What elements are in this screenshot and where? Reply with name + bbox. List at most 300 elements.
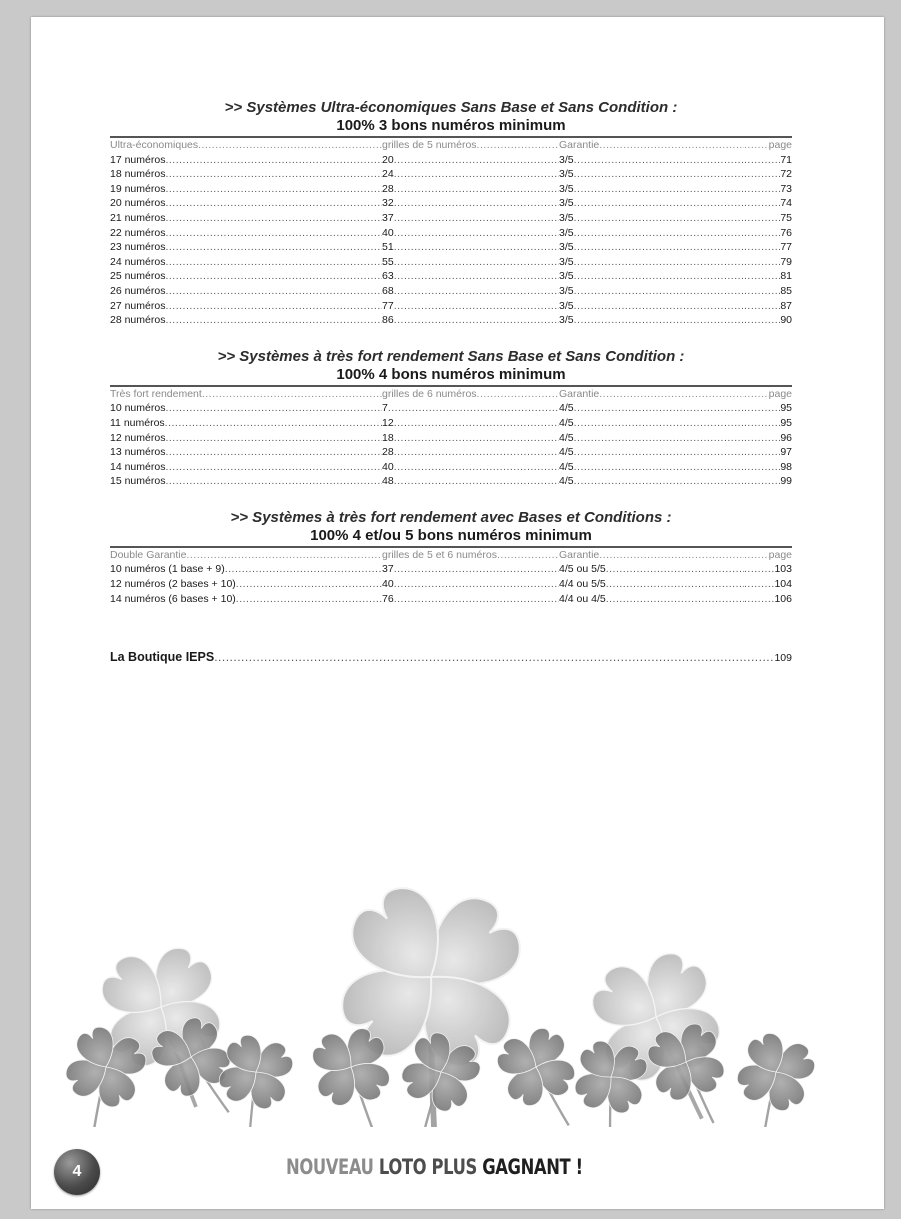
dot-leader — [394, 255, 559, 270]
table-cell — [744, 474, 792, 489]
table-cell — [110, 226, 382, 241]
dot-leader — [236, 577, 382, 592]
table-cell — [744, 240, 792, 255]
table-cell — [382, 431, 559, 446]
dot-leader — [198, 138, 382, 153]
table-cell — [110, 196, 382, 211]
dot-leader — [574, 240, 744, 255]
table-cell — [744, 401, 792, 416]
table-row — [110, 401, 792, 416]
slogan-nouveau: NOUVEAU — [286, 1155, 374, 1179]
table-cell — [744, 196, 792, 211]
table-of-contents — [110, 99, 792, 664]
dot-leader — [165, 240, 382, 255]
table-cell — [382, 460, 559, 475]
table-cell — [382, 562, 559, 577]
dot-leader — [744, 211, 780, 226]
cell-label: 26 numéros — [110, 284, 166, 297]
table-cell — [382, 299, 559, 314]
dot-leader — [225, 562, 382, 577]
cell-garantie: 3/5 — [559, 241, 574, 254]
cell-label: Double Garantie — [110, 548, 187, 561]
clover-group — [44, 868, 827, 1127]
table-cell — [559, 196, 744, 211]
dot-leader — [744, 401, 780, 416]
cell-page: 74 — [780, 197, 792, 210]
dot-leader — [574, 474, 744, 489]
section-tres-fort-rendement — [110, 348, 792, 489]
dot-leader — [744, 548, 769, 563]
table-cell — [110, 211, 382, 226]
dot-leader — [574, 167, 744, 182]
table-cell — [744, 387, 792, 402]
dot-leader — [574, 269, 744, 284]
table-cell — [110, 592, 382, 607]
cell-page: 99 — [780, 475, 792, 488]
table-cell — [110, 299, 382, 314]
table-cell — [559, 167, 744, 182]
cell-grilles: 51 — [382, 241, 394, 254]
cell-garantie: 3/5 — [559, 255, 574, 268]
dot-leader — [744, 416, 780, 431]
dot-leader — [497, 548, 559, 563]
cell-grilles: 37 — [382, 563, 394, 576]
dot-leader — [165, 153, 382, 168]
dot-leader — [165, 269, 382, 284]
table-row — [110, 592, 792, 607]
cell-page: 106 — [774, 592, 792, 605]
dot-leader — [394, 460, 559, 475]
cell-page: 72 — [780, 168, 792, 181]
table-cell — [559, 592, 744, 607]
cell-garantie: 4/5 — [559, 402, 574, 415]
cell-label: Très fort rendement — [110, 387, 202, 400]
cell-grilles: 20 — [382, 153, 394, 166]
cell-label: Ultra-économiques — [110, 139, 199, 151]
cell-page: 90 — [780, 314, 792, 327]
cell-label: 15 numéros — [110, 475, 166, 488]
table-cell — [110, 284, 382, 299]
section-subtitle: 100% 4 bons numéros minimum — [110, 366, 792, 387]
dot-leader — [236, 592, 382, 607]
dot-leader — [744, 474, 780, 489]
table-row — [110, 226, 792, 241]
dot-leader — [394, 211, 559, 226]
cell-page: 98 — [780, 460, 792, 473]
table-cell — [110, 401, 382, 416]
cell-garantie: Garantie — [559, 387, 600, 400]
cell-garantie: 3/5 — [559, 270, 574, 283]
table-cell — [559, 548, 744, 563]
dot-leader — [574, 416, 744, 431]
dot-leader — [574, 226, 744, 241]
dot-leader — [606, 562, 744, 577]
cell-grilles: grilles de 6 numéros — [382, 387, 477, 400]
clover — [716, 1021, 827, 1127]
dot-leader — [744, 269, 780, 284]
table-cell — [744, 592, 792, 607]
table-row — [110, 240, 792, 255]
cell-garantie: 3/5 — [559, 182, 574, 195]
cell-grilles: 40 — [382, 460, 394, 473]
cell-garantie: 4/5 — [559, 475, 574, 488]
table-cell — [559, 387, 744, 402]
dot-leader — [394, 269, 559, 284]
dot-leader — [394, 182, 559, 197]
section-subtitle: 100% 4 et/ou 5 bons numéros minimum — [110, 527, 792, 548]
cell-garantie: 3/5 — [559, 197, 574, 210]
cell-grilles: 68 — [382, 284, 394, 297]
cell-page: 76 — [780, 226, 792, 239]
dot-leader — [186, 548, 382, 563]
dot-leader — [394, 577, 559, 592]
dot-leader — [574, 255, 744, 270]
section-ultra-economiques — [110, 99, 792, 328]
table-cell — [559, 182, 744, 197]
cell-grilles: 63 — [382, 270, 394, 283]
dot-leader — [744, 284, 780, 299]
table-cell — [382, 167, 559, 182]
cell-page: page — [768, 139, 792, 151]
cell-grilles: 28 — [382, 446, 394, 459]
table-cell — [382, 577, 559, 592]
table-cell — [559, 460, 744, 475]
cell-garantie: 4/5 — [559, 416, 574, 429]
table-cell — [744, 226, 792, 241]
dot-leader — [165, 299, 382, 314]
dot-leader — [599, 387, 744, 402]
cell-label: 19 numéros — [110, 182, 166, 195]
dot-leader — [165, 313, 382, 328]
cell-label: 25 numéros — [110, 270, 166, 283]
table-cell — [559, 299, 744, 314]
cell-page: 103 — [774, 563, 792, 576]
cell-garantie: 4/4 ou 5/5 — [559, 578, 606, 591]
dot-leader — [744, 577, 774, 592]
dot-leader — [744, 138, 769, 153]
clover-illustration — [31, 867, 884, 1127]
dot-leader — [574, 401, 744, 416]
cell-page: 73 — [780, 182, 792, 195]
table-cell — [559, 269, 744, 284]
table-row — [110, 269, 792, 284]
table-cell — [110, 416, 382, 431]
table-cell — [559, 284, 744, 299]
table-row — [110, 431, 792, 446]
cell-page: 79 — [780, 255, 792, 268]
section-rows — [110, 387, 792, 489]
cell-page: 104 — [774, 578, 792, 591]
table-cell — [744, 416, 792, 431]
table-cell — [110, 255, 382, 270]
table-cell — [744, 548, 792, 563]
cell-grilles: 77 — [382, 299, 394, 312]
table-cell — [382, 196, 559, 211]
cell-label: 18 numéros — [110, 168, 166, 181]
cell-garantie: Garantie — [559, 548, 600, 561]
dot-leader — [165, 226, 382, 241]
dot-leader — [606, 592, 744, 607]
cell-label: 13 numéros — [110, 446, 166, 459]
dot-leader — [394, 284, 559, 299]
cell-page: 77 — [780, 241, 792, 254]
document-page — [31, 17, 884, 1209]
cell-label: 28 numéros — [110, 314, 166, 327]
table-cell — [382, 138, 559, 153]
cell-garantie: 3/5 — [559, 153, 574, 166]
dot-leader — [744, 226, 780, 241]
cell-grilles: 7 — [382, 402, 388, 415]
table-cell — [744, 445, 792, 460]
table-cell — [110, 577, 382, 592]
section-rows — [110, 138, 792, 328]
table-cell — [559, 226, 744, 241]
cell-garantie: 4/5 ou 5/5 — [559, 563, 606, 576]
table-cell — [382, 445, 559, 460]
dot-leader — [394, 592, 559, 607]
table-cell — [559, 562, 744, 577]
dot-leader — [165, 211, 382, 226]
cell-grilles: 18 — [382, 431, 394, 444]
table-cell — [110, 474, 382, 489]
table-cell — [744, 431, 792, 446]
dot-leader — [744, 387, 769, 402]
boutique-page: 109 — [774, 652, 792, 665]
cell-page: 71 — [780, 153, 792, 166]
table-cell — [559, 401, 744, 416]
dot-leader — [394, 167, 559, 182]
cell-grilles: 76 — [382, 592, 394, 605]
table-cell — [744, 138, 792, 153]
dot-leader — [394, 240, 559, 255]
boutique-entry — [110, 650, 792, 664]
cell-garantie: 4/5 — [559, 460, 574, 473]
table-cell — [382, 284, 559, 299]
table-row — [110, 284, 792, 299]
cell-label: 22 numéros — [110, 226, 166, 239]
table-cell — [559, 255, 744, 270]
section-title: >> Systèmes à très fort rendement avec Bases et Conditions : — [230, 508, 672, 526]
table-cell — [559, 240, 744, 255]
dot-leader — [394, 562, 559, 577]
dot-leader — [744, 167, 780, 182]
cell-grilles: 40 — [382, 578, 394, 591]
dot-leader — [574, 431, 744, 446]
dot-leader — [574, 196, 744, 211]
dot-leader — [599, 138, 744, 153]
table-cell — [559, 416, 744, 431]
dot-leader — [394, 416, 559, 431]
table-cell — [110, 269, 382, 284]
cell-grilles: 48 — [382, 475, 394, 488]
table-cell — [110, 240, 382, 255]
dot-leader — [574, 153, 744, 168]
cell-garantie: 4/5 — [559, 431, 574, 444]
table-cell — [382, 474, 559, 489]
dot-leader — [606, 577, 744, 592]
cell-grilles: grilles de 5 et 6 numéros — [382, 548, 497, 561]
table-row — [110, 562, 792, 577]
dot-leader — [744, 240, 780, 255]
dot-leader — [477, 387, 559, 402]
table-cell — [382, 269, 559, 284]
table-cell — [382, 182, 559, 197]
table-cell — [110, 313, 382, 328]
table-cell — [744, 299, 792, 314]
table-cell — [110, 167, 382, 182]
table-cell — [744, 284, 792, 299]
dot-leader — [165, 445, 382, 460]
section-bases-conditions — [110, 509, 792, 606]
boutique-label: La Boutique IEPS — [110, 650, 215, 665]
cell-label: 23 numéros — [110, 241, 166, 254]
table-cell — [382, 240, 559, 255]
cell-page: 81 — [780, 270, 792, 283]
cell-garantie: 3/5 — [559, 314, 574, 327]
dot-leader — [202, 387, 382, 402]
table-cell — [744, 167, 792, 182]
dot-leader — [165, 460, 382, 475]
cell-garantie: 3/5 — [559, 211, 574, 224]
table-header — [110, 387, 792, 402]
table-row — [110, 182, 792, 197]
dot-leader — [574, 284, 744, 299]
table-cell — [110, 153, 382, 168]
dot-leader — [165, 416, 382, 431]
dot-leader — [394, 431, 559, 446]
cell-grilles: 32 — [382, 197, 394, 210]
table-cell — [110, 460, 382, 475]
cell-label: 12 numéros (2 bases + 10) — [110, 578, 236, 591]
table-cell — [382, 592, 559, 607]
table-cell — [110, 562, 382, 577]
cell-grilles: 40 — [382, 226, 394, 239]
cell-garantie: Garantie — [559, 139, 600, 151]
dot-leader — [744, 592, 774, 607]
table-cell — [744, 577, 792, 592]
cell-label: 10 numéros (1 base + 9) — [110, 563, 225, 576]
dot-leader — [394, 226, 559, 241]
cell-grilles: 28 — [382, 182, 394, 195]
dot-leader — [744, 313, 780, 328]
dot-leader — [574, 211, 744, 226]
cell-label: 14 numéros — [110, 460, 166, 473]
table-cell — [744, 269, 792, 284]
page-number-badge — [54, 1149, 100, 1195]
cell-grilles: 37 — [382, 211, 394, 224]
dot-leader — [477, 138, 559, 153]
cell-grilles: 55 — [382, 255, 394, 268]
table-cell — [744, 313, 792, 328]
table-cell — [559, 445, 744, 460]
table-header — [110, 138, 792, 153]
cell-grilles: 24 — [382, 168, 394, 181]
page-number: 4 — [72, 1163, 82, 1180]
dot-leader — [744, 445, 780, 460]
table-cell — [559, 431, 744, 446]
table-row — [110, 167, 792, 182]
slogan-gagnant: GAGNANT ! — [482, 1155, 583, 1179]
table-row — [110, 416, 792, 431]
table-cell — [559, 211, 744, 226]
dot-leader — [388, 401, 559, 416]
dot-leader — [574, 460, 744, 475]
dot-leader — [574, 182, 744, 197]
table-cell — [382, 401, 559, 416]
dot-leader — [394, 196, 559, 211]
dot-leader — [165, 401, 382, 416]
cell-grilles: 86 — [382, 314, 394, 327]
table-cell — [744, 182, 792, 197]
dot-leader — [744, 255, 780, 270]
table-row — [110, 299, 792, 314]
table-cell — [559, 577, 744, 592]
dot-leader — [574, 445, 744, 460]
cell-garantie: 4/4 ou 4/5 — [559, 592, 606, 605]
table-cell — [559, 313, 744, 328]
cell-garantie: 3/5 — [559, 284, 574, 297]
cell-page: 95 — [780, 416, 792, 429]
dot-leader — [744, 182, 780, 197]
dot-leader — [744, 196, 780, 211]
dot-leader — [599, 548, 744, 563]
table-row — [110, 445, 792, 460]
table-cell — [110, 182, 382, 197]
dot-leader — [165, 284, 382, 299]
table-cell — [744, 460, 792, 475]
dot-leader — [574, 313, 744, 328]
table-cell — [559, 138, 744, 153]
table-cell — [744, 211, 792, 226]
dot-leader — [574, 299, 744, 314]
dot-leader — [165, 182, 382, 197]
table-header — [110, 548, 792, 563]
table-cell — [110, 387, 382, 402]
cell-grilles: grilles de 5 numéros — [382, 139, 477, 151]
cell-garantie: 3/5 — [559, 226, 574, 239]
cell-garantie: 3/5 — [559, 168, 574, 181]
dot-leader — [394, 299, 559, 314]
slogan-loto-plus: LOTO PLUS — [378, 1155, 477, 1179]
dot-leader — [165, 196, 382, 211]
table-cell — [382, 226, 559, 241]
table-cell — [744, 153, 792, 168]
dot-leader — [744, 562, 774, 577]
cell-label: 21 numéros — [110, 211, 166, 224]
table-cell — [559, 474, 744, 489]
dot-leader — [394, 153, 559, 168]
dot-leader — [165, 167, 382, 182]
cell-page: 87 — [780, 299, 792, 312]
table-cell — [382, 548, 559, 563]
dot-leader — [394, 313, 559, 328]
footer-slogan — [286, 1155, 583, 1179]
cell-grilles: 12 — [382, 416, 394, 429]
table-cell — [110, 431, 382, 446]
cell-label: 11 numéros — [110, 416, 165, 429]
cell-label: 12 numéros — [110, 431, 166, 444]
cell-label: 24 numéros — [110, 255, 166, 268]
table-cell — [110, 445, 382, 460]
cell-garantie: 4/5 — [559, 446, 574, 459]
cell-label: 14 numéros (6 bases + 10) — [110, 592, 236, 605]
table-row — [110, 577, 792, 592]
cell-label: 17 numéros — [110, 153, 166, 166]
table-cell — [382, 211, 559, 226]
cell-label: 20 numéros — [110, 197, 166, 210]
cell-page: 96 — [780, 431, 792, 444]
dot-leader — [165, 255, 382, 270]
